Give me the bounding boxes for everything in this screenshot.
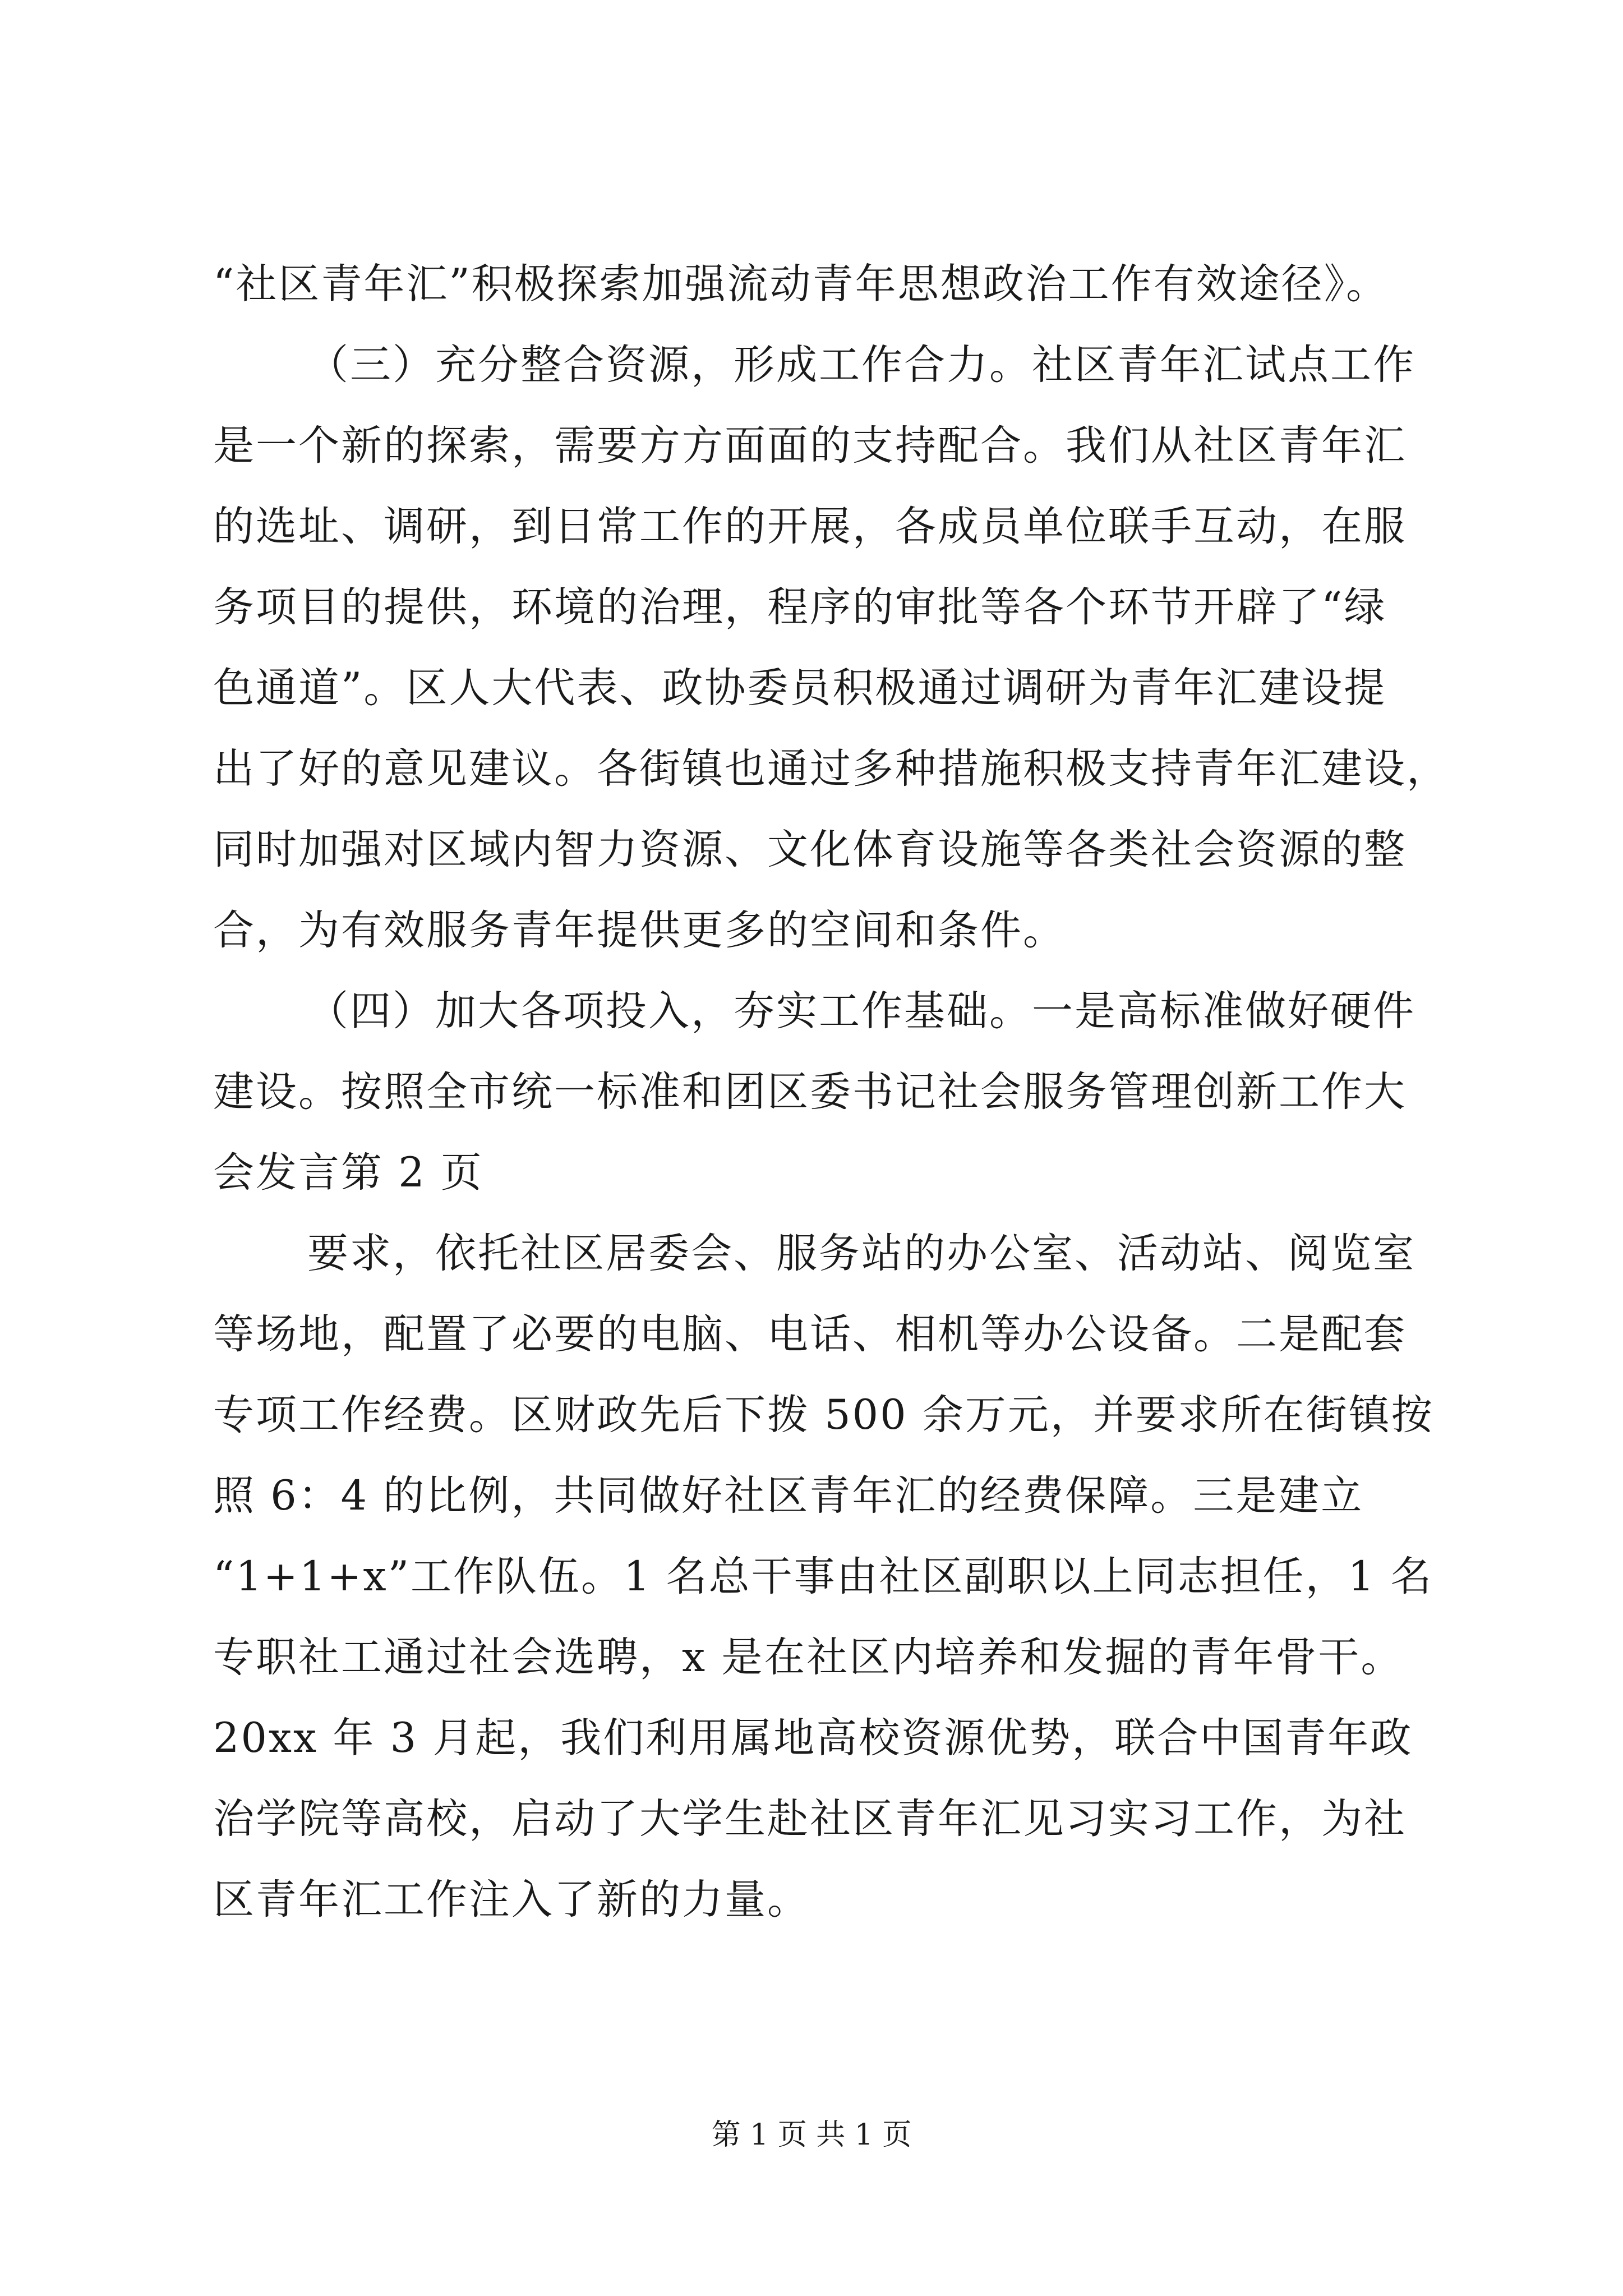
body-text-line: 治学院等高校，启动了大学生赴社区青年汇见习实习工作，为社 — [213, 1795, 1407, 1843]
body-text-line: 会发言第 2 页 — [213, 1149, 483, 1197]
body-text-line: （四）加大各项投入，夯实工作基础。一是高标准做好硬件 — [307, 987, 1415, 1035]
body-text-line: 专职社工通过社会选聘，x 是在社区内培养和发掘的青年骨干。 — [213, 1634, 1404, 1681]
body-text-line: （三）充分整合资源，形成工作合力。社区青年汇试点工作 — [307, 341, 1415, 389]
body-text-line: 务项目的提供，环境的治理，程序的审批等各个环节开辟了“绿 — [213, 583, 1387, 631]
body-text-line: 合，为有效服务青年提供更多的空间和条件。 — [213, 907, 1066, 954]
body-text-line: 出了好的意见建议。各街镇也通过多种措施积极支持青年汇建设， — [213, 745, 1449, 793]
body-text-line: 是一个新的探索，需要方方面面的支持配合。我们从社区青年汇 — [213, 422, 1407, 470]
body-text-line: 要求，依托社区居委会、服务站的办公室、活动站、阅览室 — [307, 1230, 1415, 1277]
page-footer: 第 1 页 共 1 页 — [711, 2118, 912, 2152]
body-text-line: 区青年汇工作注入了新的力量。 — [213, 1876, 810, 1924]
body-text-line: “1+1+x”工作队伍。1 名总干事由社区副职以上同志担任，1 名 — [213, 1553, 1433, 1600]
body-text-line: 同时加强对区域内智力资源、文化体育设施等各类社会资源的整 — [213, 826, 1407, 873]
body-text-line: 的选址、调研，到日常工作的开展，各成员单位联手互动，在服 — [213, 503, 1407, 550]
body-text-line: 照 6：4 的比例，共同做好社区青年汇的经费保障。三是建立 — [213, 1472, 1364, 1520]
body-text-line: 建设。按照全市统一标准和团区委书记社会服务管理创新工作大 — [213, 1068, 1407, 1116]
body-text-line: 色通道”。区人大代表、政协委员积极通过调研为青年汇建设提 — [213, 664, 1387, 712]
body-text-line: 专项工作经费。区财政先后下拨 500 余万元，并要求所在街镇按 — [213, 1391, 1434, 1439]
body-text-line: 等场地，配置了必要的电脑、电话、相机等办公设备。二是配套 — [213, 1310, 1407, 1358]
body-text-line: “社区青年汇”积极探索加强流动青年思想政治工作有效途径》。 — [213, 260, 1389, 308]
body-text-line: 20xx 年 3 月起，我们利用属地高校资源优势，联合中国青年政 — [213, 1714, 1413, 1762]
